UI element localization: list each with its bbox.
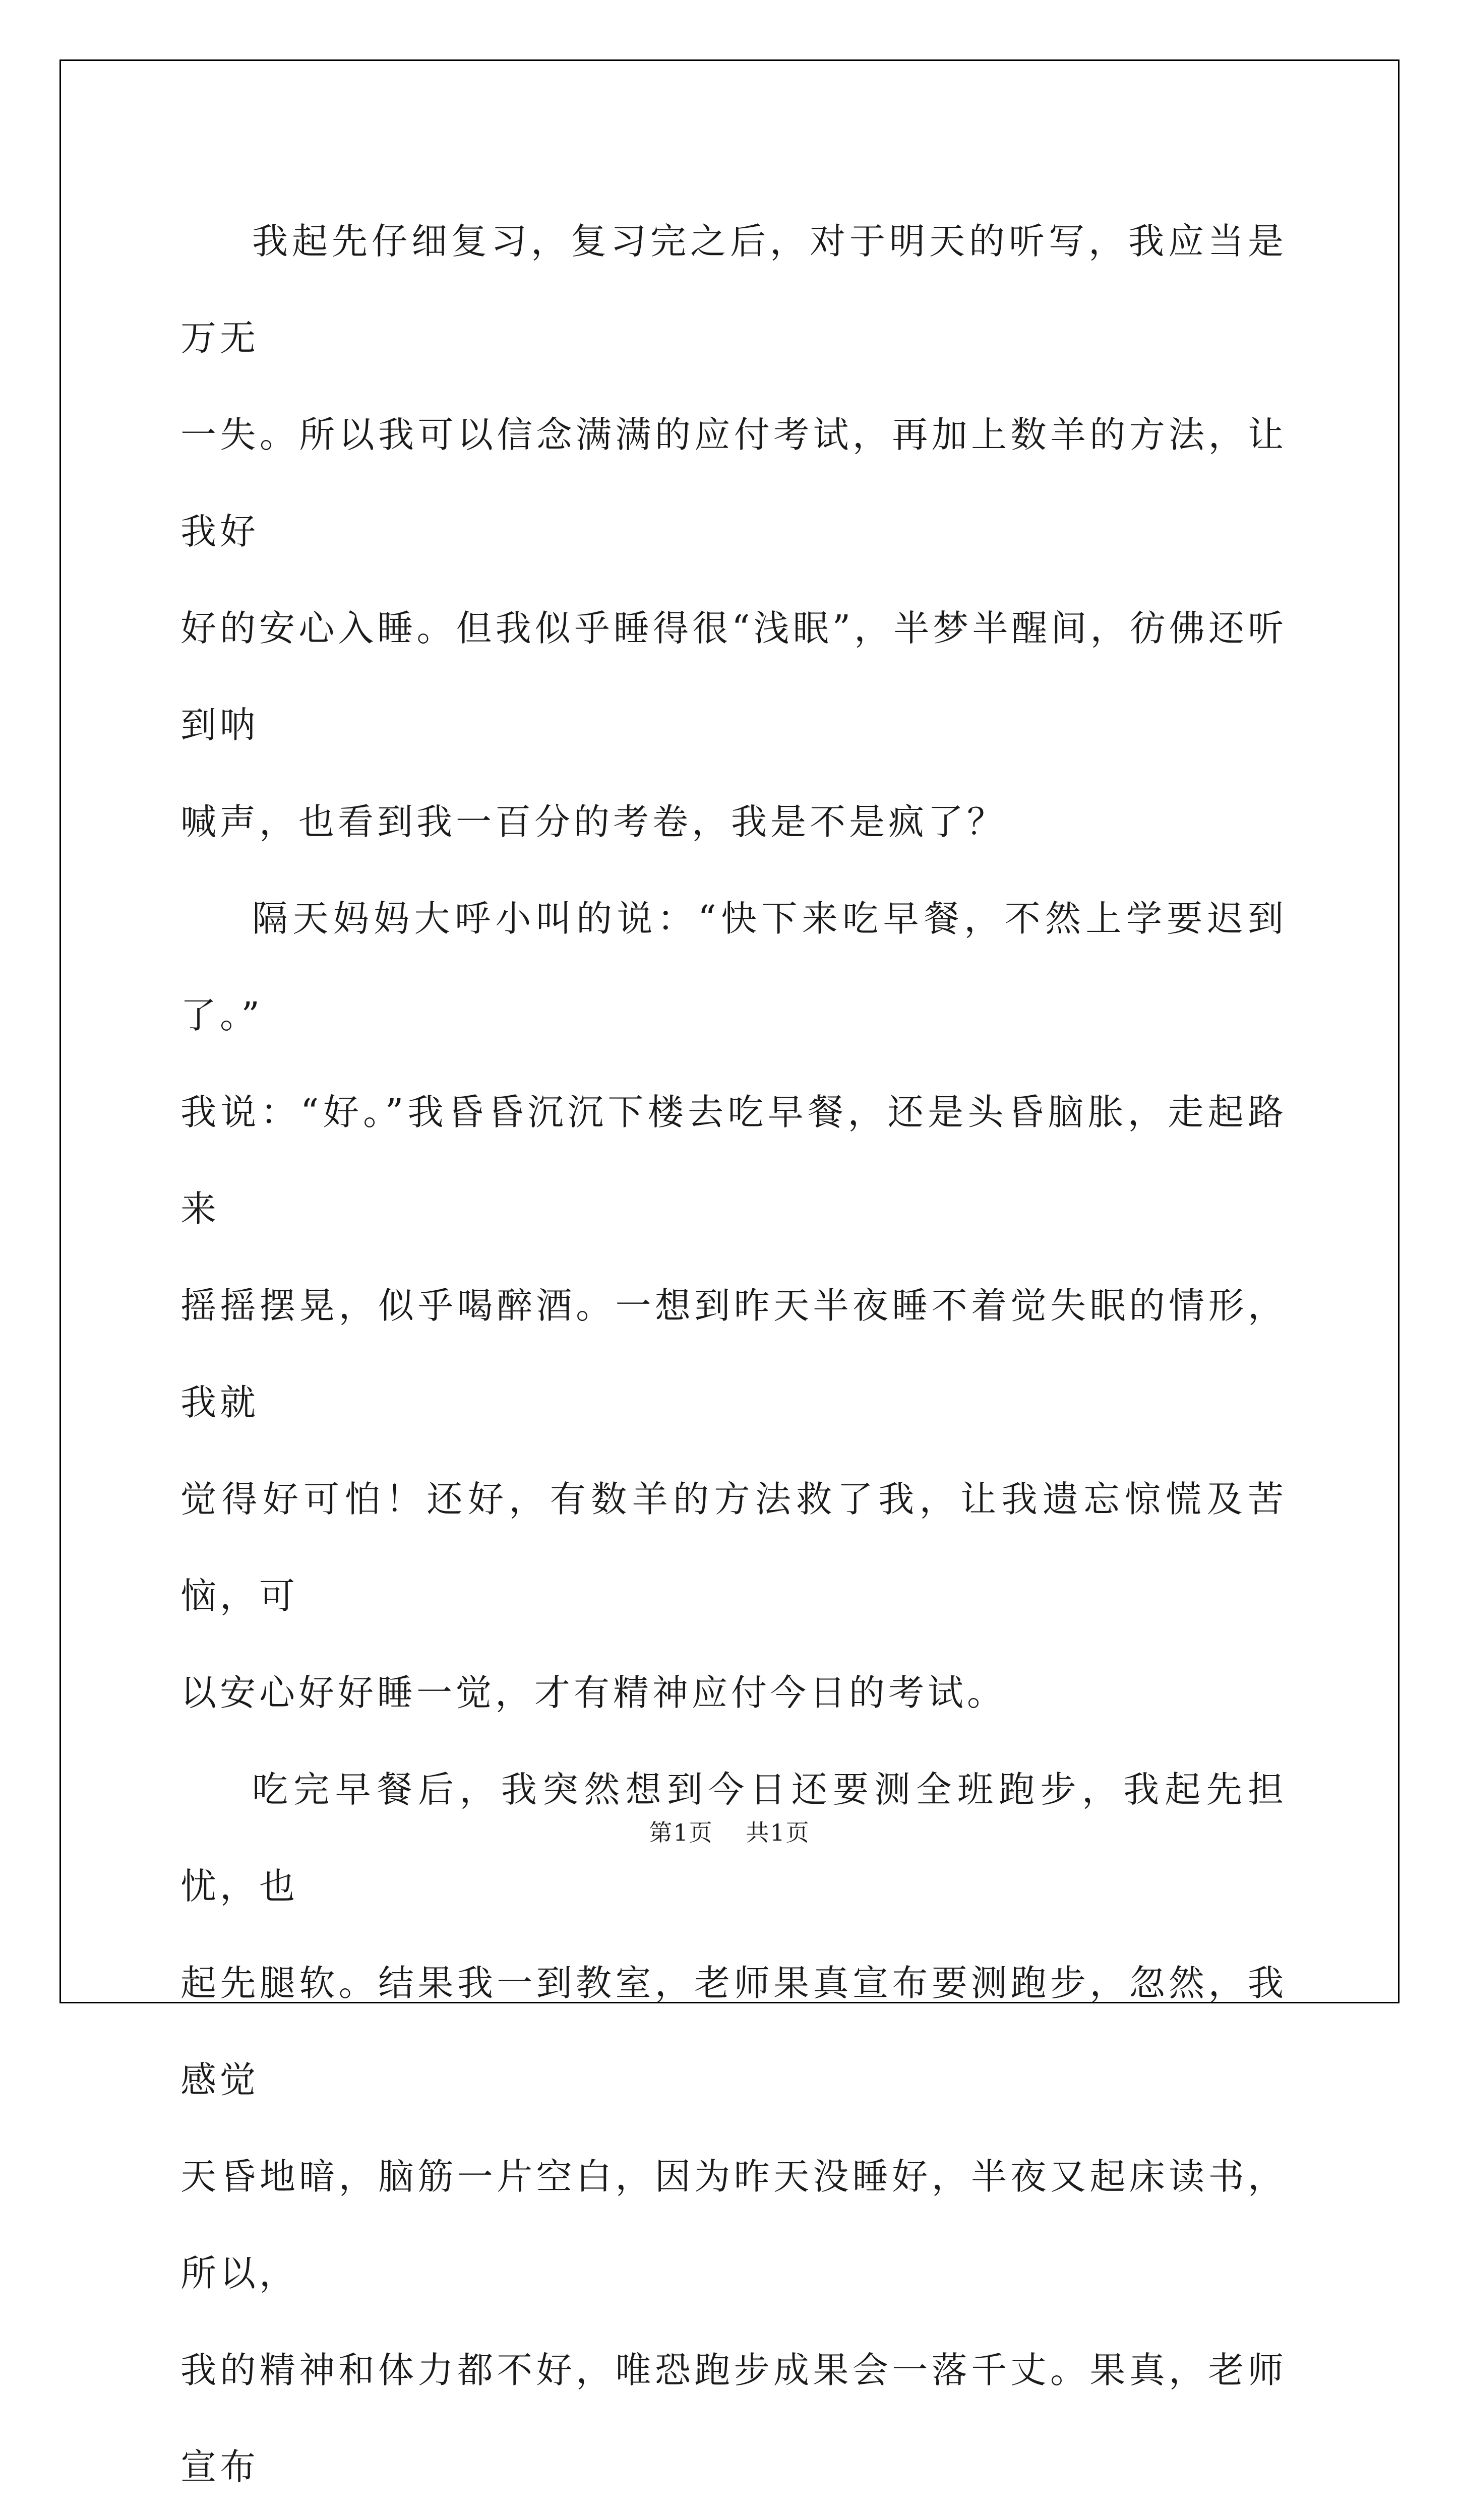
text-line bbox=[180, 2515, 1287, 2520]
text-line: 好的安心入睡。但我似乎睡得很“浅眠”，半梦半醒间，彷佛还听到呐 bbox=[180, 607, 1287, 746]
text-line: 隔天妈妈大呼小叫的说：“快下来吃早餐，不然上学要迟到了。” bbox=[180, 898, 1287, 1036]
paragraph-2 bbox=[180, 870, 1287, 1741]
text-line: 一失。所以我可以信念满满的应付考试，再加上数羊的方法，让我好 bbox=[180, 414, 1287, 552]
page-number: 第1页 bbox=[649, 1819, 713, 1846]
paragraph-1 bbox=[180, 193, 1287, 870]
page-footer bbox=[0, 1814, 1459, 1848]
text-line: 以安心好好睡一觉，才有精神应付今日的考试。 bbox=[180, 1672, 1007, 1714]
text-line: 吃完早餐后，我突然想到今日还要测全班跑步，我起先担忧，也 bbox=[180, 1769, 1287, 1907]
text-line: 我说：“好。”我昏昏沉沉下楼去吃早餐，还是头昏脑胀，走起路来 bbox=[180, 1091, 1287, 1230]
text-line: 天昏地暗，脑筋一片空白，因为昨天没睡好，半夜又起床读书，所以， bbox=[180, 2156, 1287, 2294]
text-line: 喊声，也看到我一百分的考卷，我是不是疯了？ bbox=[180, 801, 1007, 843]
text-line: 摇摇摆晃，似乎喝醉酒。一想到昨天半夜睡不着觉失眠的情形，我就 bbox=[180, 1285, 1287, 1423]
paragraph-3 bbox=[180, 1741, 1287, 2520]
document-body bbox=[180, 193, 1287, 2520]
text-line: 我的精神和体力都不好，唯恐跑步成果会一落千丈。果真，老师宣布 bbox=[180, 2349, 1287, 2488]
page-total: 共1页 bbox=[746, 1819, 810, 1846]
text-line: 起先腿软。结果我一到教室，老师果真宣布要测跑步，忽然，我感觉 bbox=[180, 1962, 1287, 2101]
text-line: 觉得好可怕！还好，有数羊的方法救了我，让我遗忘惊慌及苦恼，可 bbox=[180, 1478, 1287, 1617]
text-line: 我起先仔细复习，复习完之后，对于明天的听写，我应当是万无 bbox=[180, 220, 1287, 359]
